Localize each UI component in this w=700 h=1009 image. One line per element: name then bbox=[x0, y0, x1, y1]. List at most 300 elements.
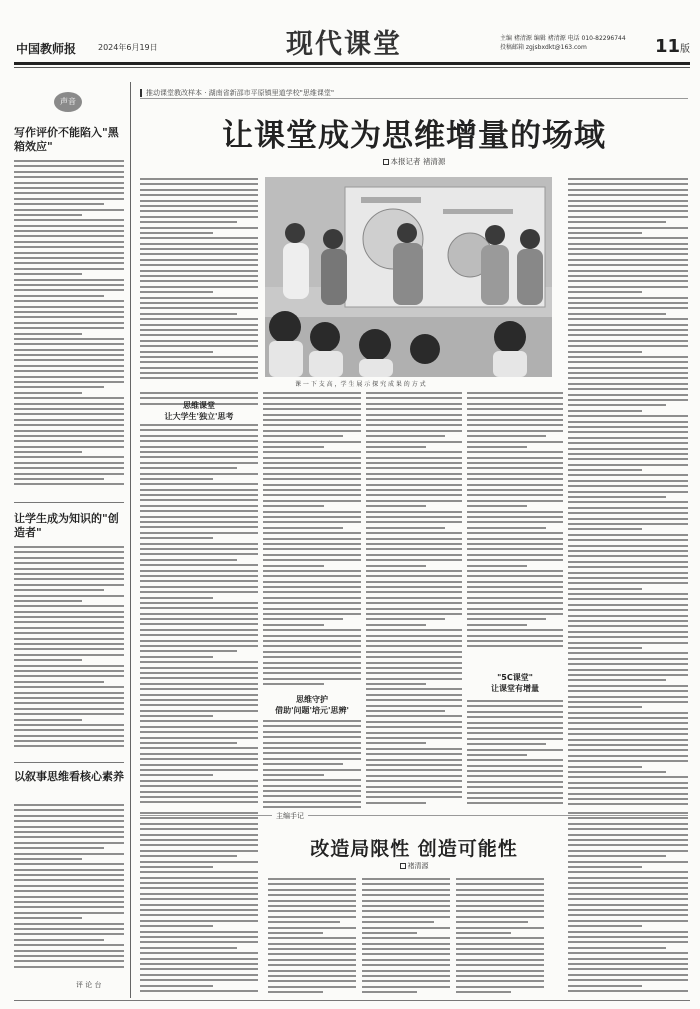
text-line bbox=[263, 662, 361, 664]
text-line bbox=[568, 593, 688, 595]
text-line bbox=[263, 720, 361, 722]
text-line bbox=[568, 887, 688, 889]
text-line bbox=[568, 598, 688, 600]
text-line bbox=[366, 710, 445, 712]
left-article-1-text bbox=[14, 160, 124, 494]
issue-date: 2024年6月19日 bbox=[98, 43, 158, 52]
text-line bbox=[263, 608, 361, 610]
text-line bbox=[140, 424, 258, 426]
text-line bbox=[14, 912, 124, 914]
text-line bbox=[263, 484, 361, 486]
text-line bbox=[140, 372, 258, 374]
text-line bbox=[140, 494, 258, 496]
classroom-photo bbox=[265, 177, 552, 377]
text-line bbox=[140, 990, 258, 992]
text-line bbox=[568, 448, 688, 450]
text-line bbox=[268, 948, 356, 950]
text-line bbox=[140, 553, 258, 555]
text-line bbox=[568, 356, 688, 358]
subhead-3 bbox=[467, 672, 563, 694]
text-line bbox=[366, 791, 462, 793]
text-line bbox=[362, 878, 450, 880]
text-line bbox=[467, 797, 563, 799]
text-line bbox=[568, 850, 688, 852]
text-line bbox=[263, 683, 324, 685]
text-line bbox=[14, 306, 124, 308]
text-line bbox=[366, 538, 462, 540]
text-line bbox=[140, 720, 258, 722]
text-line bbox=[568, 329, 688, 331]
text-line bbox=[568, 803, 688, 805]
text-line bbox=[140, 925, 213, 927]
text-line bbox=[140, 861, 258, 863]
text-line bbox=[467, 419, 563, 421]
text-line bbox=[263, 742, 361, 744]
text-line bbox=[467, 430, 563, 432]
text-line bbox=[14, 386, 104, 388]
text-line bbox=[568, 232, 642, 234]
text-line bbox=[14, 643, 124, 645]
text-line bbox=[14, 906, 124, 908]
text-line bbox=[362, 932, 417, 934]
kicker-bar bbox=[140, 89, 142, 97]
page-number bbox=[655, 36, 690, 57]
text-line bbox=[14, 955, 124, 957]
text-line bbox=[568, 501, 688, 503]
kicker-text: 推动课堂教改样本 · 湖南省新邵市平原镇里道学校"思维课堂" bbox=[146, 89, 335, 97]
text-line bbox=[568, 528, 642, 530]
text-line bbox=[140, 710, 258, 712]
text-line bbox=[467, 505, 527, 507]
text-line bbox=[140, 817, 258, 819]
text-line bbox=[140, 963, 258, 965]
text-line bbox=[140, 575, 258, 577]
text-line bbox=[366, 586, 462, 588]
article-column-2b bbox=[263, 720, 361, 812]
text-line bbox=[14, 616, 124, 618]
text-line bbox=[467, 457, 563, 459]
text-line bbox=[366, 505, 426, 507]
text-line bbox=[14, 648, 124, 650]
text-line bbox=[568, 480, 688, 482]
subhead-1-text: 思维课堂 让大学生'独立'思考 bbox=[164, 401, 234, 421]
text-line bbox=[140, 683, 258, 685]
text-line bbox=[568, 426, 688, 428]
text-line bbox=[140, 968, 258, 970]
text-line bbox=[568, 210, 688, 212]
text-line bbox=[14, 960, 124, 962]
text-line bbox=[268, 991, 323, 993]
text-line bbox=[467, 635, 563, 637]
text-line bbox=[263, 559, 361, 561]
text-line bbox=[140, 586, 258, 588]
text-line bbox=[263, 494, 361, 496]
text-line bbox=[14, 595, 124, 597]
text-line bbox=[140, 931, 258, 933]
text-line bbox=[263, 672, 361, 674]
text-line bbox=[140, 796, 258, 798]
text-line bbox=[140, 694, 258, 696]
text-line bbox=[362, 943, 450, 945]
text-line bbox=[263, 505, 324, 507]
text-line bbox=[467, 397, 563, 399]
text-line bbox=[366, 559, 462, 561]
text-line bbox=[263, 763, 343, 765]
text-line bbox=[568, 539, 688, 541]
text-line bbox=[366, 683, 426, 685]
byline-box-icon bbox=[383, 159, 389, 165]
text-line bbox=[140, 661, 258, 663]
text-line bbox=[366, 527, 445, 529]
text-line bbox=[568, 297, 688, 299]
text-line bbox=[467, 489, 563, 491]
text-line bbox=[263, 651, 361, 653]
text-line bbox=[14, 354, 124, 356]
text-line bbox=[467, 548, 563, 550]
text-line bbox=[140, 532, 258, 534]
text-line bbox=[568, 361, 688, 363]
text-line bbox=[14, 165, 124, 167]
column-seal: 声音 bbox=[54, 92, 82, 112]
text-line bbox=[14, 359, 124, 361]
text-line bbox=[568, 717, 688, 719]
text-line bbox=[568, 893, 688, 895]
text-line bbox=[568, 545, 688, 547]
text-line bbox=[366, 467, 462, 469]
text-line bbox=[14, 246, 124, 248]
text-line bbox=[366, 441, 462, 443]
text-line bbox=[263, 419, 361, 421]
text-line bbox=[467, 705, 563, 707]
text-line bbox=[140, 780, 258, 782]
text-line bbox=[467, 527, 546, 529]
text-line bbox=[467, 792, 563, 794]
text-line bbox=[14, 729, 124, 731]
text-line bbox=[366, 484, 462, 486]
text-line bbox=[14, 928, 124, 930]
text-line bbox=[263, 500, 361, 502]
text-line bbox=[456, 883, 544, 885]
text-line bbox=[456, 927, 544, 929]
text-line bbox=[14, 392, 82, 394]
text-line bbox=[140, 828, 258, 830]
text-line bbox=[14, 896, 124, 898]
text-line bbox=[263, 565, 324, 567]
text-line bbox=[140, 580, 258, 582]
text-line bbox=[568, 952, 688, 954]
text-line bbox=[263, 403, 361, 405]
text-line bbox=[456, 932, 511, 934]
header-rule bbox=[14, 62, 690, 65]
divider bbox=[140, 98, 688, 99]
text-line bbox=[366, 478, 462, 480]
text-line bbox=[263, 795, 361, 797]
text-line bbox=[467, 484, 563, 486]
article-column-4a bbox=[467, 392, 563, 652]
text-line bbox=[366, 726, 462, 728]
text-line bbox=[568, 512, 688, 514]
text-line bbox=[568, 941, 688, 943]
text-line bbox=[568, 855, 666, 857]
text-line bbox=[14, 408, 124, 410]
text-line bbox=[140, 194, 258, 196]
text-line bbox=[140, 313, 237, 315]
text-line bbox=[568, 877, 688, 879]
text-line bbox=[568, 728, 688, 730]
text-line bbox=[140, 216, 258, 218]
text-line bbox=[366, 473, 462, 475]
text-line bbox=[14, 257, 124, 259]
article-column-5 bbox=[568, 178, 688, 812]
text-line bbox=[568, 383, 688, 385]
text-line bbox=[467, 473, 563, 475]
text-line bbox=[14, 349, 124, 351]
text-line bbox=[568, 823, 688, 825]
text-line bbox=[14, 551, 124, 553]
text-line bbox=[140, 737, 258, 739]
text-line bbox=[14, 665, 124, 667]
text-line bbox=[568, 507, 688, 509]
text-line bbox=[14, 435, 124, 437]
text-line bbox=[456, 889, 544, 891]
text-line bbox=[467, 759, 563, 761]
text-line bbox=[140, 909, 258, 911]
text-line bbox=[140, 715, 213, 717]
text-line bbox=[14, 809, 124, 811]
text-line bbox=[568, 793, 688, 795]
text-line bbox=[140, 183, 258, 185]
text-line bbox=[456, 937, 544, 939]
text-line bbox=[263, 597, 361, 599]
text-line bbox=[568, 275, 688, 277]
text-line bbox=[467, 732, 563, 734]
text-line bbox=[14, 890, 124, 892]
text-line bbox=[568, 280, 688, 282]
text-line bbox=[140, 774, 213, 776]
text-line bbox=[140, 361, 258, 363]
text-line bbox=[467, 700, 563, 702]
text-line bbox=[14, 675, 124, 677]
text-line bbox=[366, 597, 462, 599]
text-line bbox=[263, 624, 324, 626]
box-label: 主编手记 bbox=[272, 811, 308, 821]
text-line bbox=[366, 511, 462, 513]
text-line bbox=[467, 500, 563, 502]
text-line bbox=[568, 248, 688, 250]
text-line bbox=[140, 259, 258, 261]
text-line bbox=[568, 394, 688, 396]
text-line bbox=[140, 834, 258, 836]
text-line bbox=[568, 882, 688, 884]
text-line bbox=[268, 910, 356, 912]
text-line bbox=[362, 900, 450, 902]
text-line bbox=[14, 430, 124, 432]
text-line bbox=[140, 704, 258, 706]
text-line bbox=[14, 214, 82, 216]
text-line bbox=[140, 499, 258, 501]
text-line bbox=[362, 883, 450, 885]
text-line bbox=[568, 609, 688, 611]
text-line bbox=[568, 555, 688, 557]
left-article-3-text bbox=[14, 804, 124, 974]
text-line bbox=[568, 518, 688, 520]
text-line bbox=[568, 307, 688, 309]
text-line bbox=[14, 209, 124, 211]
text-line bbox=[140, 451, 258, 453]
text-line bbox=[568, 534, 688, 536]
text-line bbox=[140, 270, 258, 272]
text-line bbox=[366, 688, 462, 690]
text-line bbox=[14, 719, 82, 721]
text-line bbox=[14, 235, 124, 237]
footer-rule bbox=[14, 1000, 690, 1001]
text-line bbox=[14, 467, 124, 469]
text-line bbox=[366, 667, 462, 669]
text-line bbox=[140, 914, 258, 916]
text-line bbox=[568, 620, 688, 622]
text-line bbox=[568, 787, 688, 789]
text-line bbox=[568, 990, 688, 992]
text-line bbox=[14, 279, 124, 281]
text-line bbox=[14, 225, 124, 227]
text-line bbox=[140, 280, 258, 282]
text-line bbox=[14, 182, 124, 184]
text-line bbox=[14, 284, 124, 286]
text-line bbox=[263, 774, 324, 776]
text-line bbox=[366, 532, 462, 534]
text-line bbox=[366, 694, 462, 696]
text-line bbox=[140, 839, 258, 841]
text-line bbox=[14, 252, 124, 254]
text-line bbox=[568, 812, 688, 814]
text-line bbox=[568, 669, 688, 671]
text-line bbox=[140, 367, 258, 369]
text-line bbox=[140, 591, 258, 593]
text-line bbox=[568, 834, 688, 836]
article-byline bbox=[140, 156, 688, 167]
text-line bbox=[263, 554, 361, 556]
text-line bbox=[268, 937, 356, 939]
text-line bbox=[140, 564, 258, 566]
text-line bbox=[568, 755, 688, 757]
text-line bbox=[268, 986, 356, 988]
text-line bbox=[140, 227, 258, 229]
text-line bbox=[140, 521, 258, 523]
article-column-4b bbox=[467, 700, 563, 812]
text-line bbox=[568, 189, 688, 191]
article-kicker bbox=[140, 88, 334, 98]
text-line bbox=[140, 947, 237, 949]
text-line bbox=[14, 842, 124, 844]
text-line bbox=[568, 647, 642, 649]
text-line bbox=[263, 613, 361, 615]
text-line bbox=[568, 243, 688, 245]
text-line bbox=[140, 286, 258, 288]
text-line bbox=[568, 388, 688, 390]
text-line bbox=[263, 473, 361, 475]
staff-line: 主编 褚清源 编辑 褚清源 电话 010-82296744 bbox=[500, 35, 626, 42]
text-line bbox=[268, 894, 356, 896]
text-line bbox=[14, 381, 124, 383]
text-line bbox=[14, 333, 82, 335]
left-headline-1: 写作评价不能陷入"黑箱效应" bbox=[14, 126, 119, 153]
text-line bbox=[140, 205, 258, 207]
text-line bbox=[568, 871, 688, 873]
subhead-2-text: 思维守护 借助'问题'培元'思辨' bbox=[275, 695, 349, 715]
text-line bbox=[14, 446, 124, 448]
text-line bbox=[366, 624, 426, 626]
text-line bbox=[140, 221, 237, 223]
text-line bbox=[568, 324, 688, 326]
text-line bbox=[456, 948, 544, 950]
text-line bbox=[263, 645, 361, 647]
text-line bbox=[366, 705, 462, 707]
text-line bbox=[568, 817, 688, 819]
text-line bbox=[263, 451, 361, 453]
text-line bbox=[14, 451, 82, 453]
text-line bbox=[140, 237, 258, 239]
text-line bbox=[467, 392, 563, 394]
text-line bbox=[268, 905, 356, 907]
text-line bbox=[14, 473, 124, 475]
text-line bbox=[362, 889, 450, 891]
text-line bbox=[362, 894, 450, 896]
text-line bbox=[14, 879, 124, 881]
page-number-value: 11 bbox=[654, 36, 680, 57]
text-line bbox=[14, 659, 82, 661]
text-line bbox=[263, 516, 361, 518]
text-line bbox=[140, 356, 258, 358]
text-line bbox=[263, 521, 361, 523]
text-line bbox=[366, 548, 462, 550]
text-line bbox=[263, 758, 361, 760]
text-line bbox=[366, 500, 462, 502]
article-column-3 bbox=[366, 392, 462, 812]
text-line bbox=[568, 963, 688, 965]
text-line bbox=[366, 780, 462, 782]
text-line bbox=[568, 582, 688, 584]
text-line bbox=[467, 602, 563, 604]
text-line bbox=[140, 850, 258, 852]
text-line bbox=[140, 887, 258, 889]
text-line bbox=[14, 192, 124, 194]
text-line bbox=[140, 898, 258, 900]
text-line bbox=[140, 351, 213, 353]
text-line bbox=[14, 713, 124, 715]
text-line bbox=[140, 483, 258, 485]
text-line bbox=[14, 686, 124, 688]
text-line bbox=[140, 478, 213, 480]
text-line bbox=[140, 764, 258, 766]
text-line bbox=[268, 959, 356, 961]
text-line bbox=[263, 581, 361, 583]
text-line bbox=[568, 979, 688, 981]
text-line bbox=[366, 570, 462, 572]
box-column-4 bbox=[456, 878, 544, 998]
text-line bbox=[140, 210, 258, 212]
text-line bbox=[140, 307, 258, 309]
text-line bbox=[568, 372, 688, 374]
text-line bbox=[14, 578, 124, 580]
text-line bbox=[14, 478, 104, 480]
text-line bbox=[366, 462, 462, 464]
text-line bbox=[140, 248, 258, 250]
text-line bbox=[366, 629, 462, 631]
text-line bbox=[14, 708, 124, 710]
text-line bbox=[568, 985, 642, 987]
text-line bbox=[140, 618, 258, 620]
text-line bbox=[14, 338, 124, 340]
